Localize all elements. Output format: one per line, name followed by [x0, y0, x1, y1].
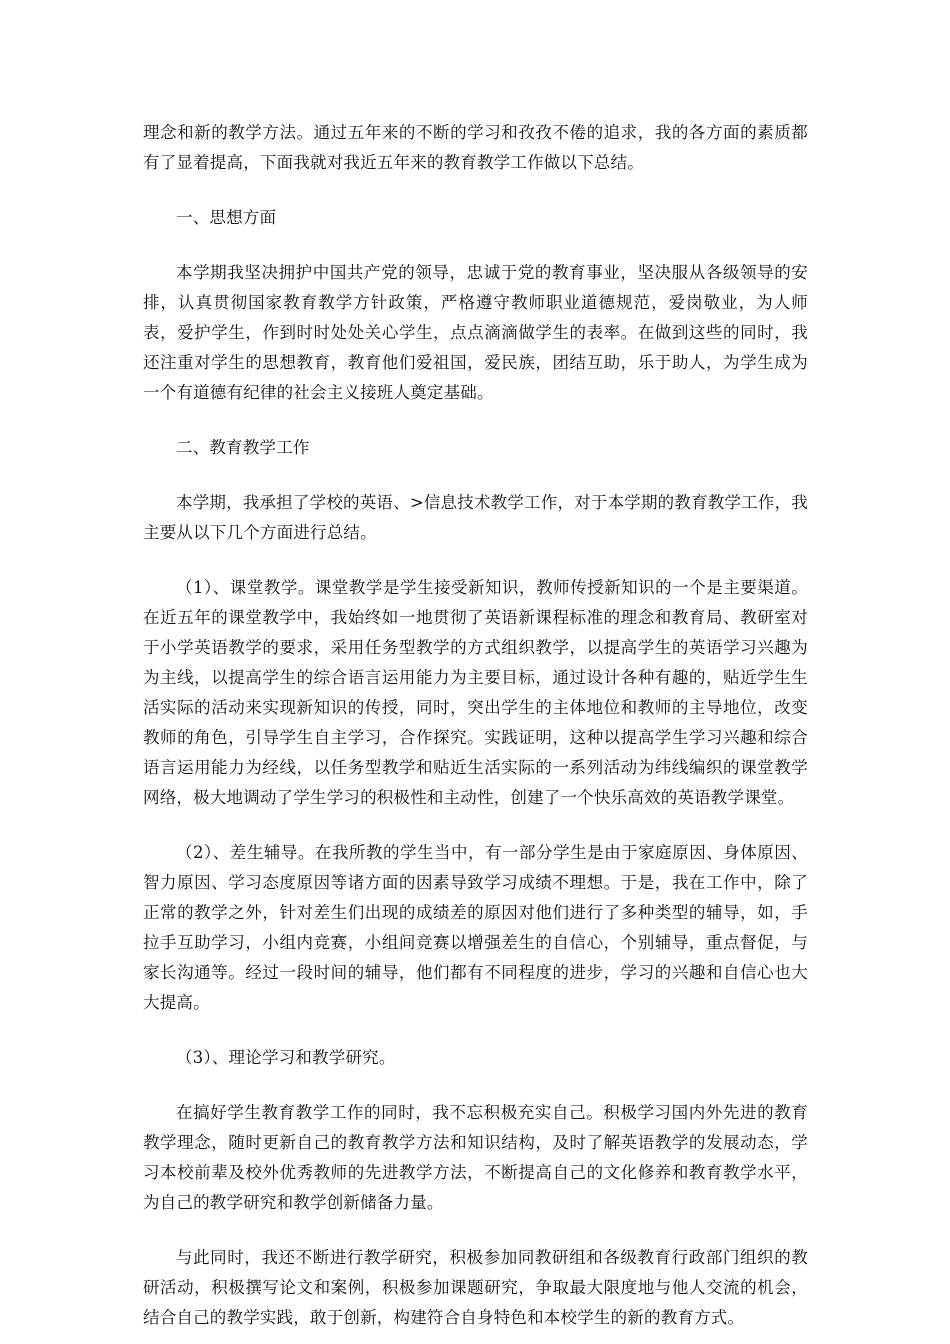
- paragraph-student-tutoring: （2）、差生辅导。在我所教的学生当中，有一部分学生是由于家庭原因、身体原因、智力原因、学习态度原因等诸方面的因素导致学习成绩不理想。于是，我在工作中，除了正常的教学之外，针对差生们出现的成绩差的原因对他们进行了多种类型的辅导，如，手拉手互助学习，小组内竞赛，小组间竞赛以增强差生的自信心，个别辅导，重点督促，与家长沟通等。经过一段时间的辅导，他们都有不同程度的进步，学习的兴趣和自信心也大大提高。: [143, 843, 808, 1012]
- paragraph-teaching-intro: 本学期，我承担了学校的英语、>信息技术教学工作，对于本学期的教育教学工作，我主要从以下几个方面进行总结。: [143, 493, 808, 542]
- paragraph-intro-continuation: 理念和新的教学方法。通过五年来的不断的学习和孜孜不倦的追求，我的各方面的素质都有了显着提高，下面我就对我近五年来的教育教学工作做以下总结。: [143, 123, 808, 172]
- paragraph-theory-study: 在搞好学生教育教学工作的同时，我不忘积极充实自己。积极学习国内外先进的教育教学理念，随时更新自己的教育教学方法和知识结构，及时了解英语教学的发展动态，学习本校前辈及校外优秀教师的先进教学方法，不断提高自己的文化修养和教育教学水平，为自己的教学研究和教学创新储备力量。: [143, 1103, 808, 1212]
- document-page: [143, 118, 808, 1333]
- section-heading-theory-research: （3）、理论学习和教学研究。: [176, 1048, 396, 1067]
- paragraph-thought-body: 本学期我坚决拥护中国共产党的领导，忠诚于党的教育事业，坚决服从各级领导的安排，认真贯彻国家教育教学方针政策，严格遵守教师职业道德规范，爱岗敬业，为人师表，爱护学生，作到时时处处关心学生，点点滴滴做学生的表率。在做到这些的同时，我还注重对学生的思想教育，教育他们爱祖国，爱民族，团结互助，乐于助人，为学生成为一个有道德有纪律的社会主义接班人奠定基础。: [143, 263, 808, 402]
- paragraph-teaching-research: 与此同时，我还不断进行教学研究，积极参加同教研组和各级教育行政部门组织的教研活动，积极撰写论文和案例，积极参加课题研究，争取最大限度地与他人交流的机会，结合自己的教学实践，敢于创新，构建符合自身特色和本校学生的新的教育方式。: [143, 1248, 808, 1327]
- paragraph-classroom-teaching: （1）、课堂教学。课堂教学是学生接受新知识，教师传授新知识的一个是主要渠道。在近五年的课堂教学中，我始终如一地贯彻了英语新课程标准的理念和教育局、教研室对于小学英语教学的要求，采用任务型教学的方式组织教学，以提高学生的英语学习兴趣为为主线，以提高学生的综合语言运用能力为主要目标，通过设计各种有趣的，贴近学生生活实际的活动来实现新知识的传授，同时，突出学生的主体地位和教师的主导地位，改变教师的角色，引导学生自主学习，合作探究。实践证明，这种以提高学生学习兴趣和综合语言运用能力为经线，以任务型教学和贴近生活实际的一系列活动为纬线编织的课堂教学网络，极大地调动了学生学习的积极性和主动性，创建了一个快乐高效的英语教学课堂。: [143, 578, 808, 807]
- section-heading-teaching: 二、教育教学工作: [176, 438, 310, 457]
- section-heading-thought: 一、思想方面: [176, 208, 277, 227]
